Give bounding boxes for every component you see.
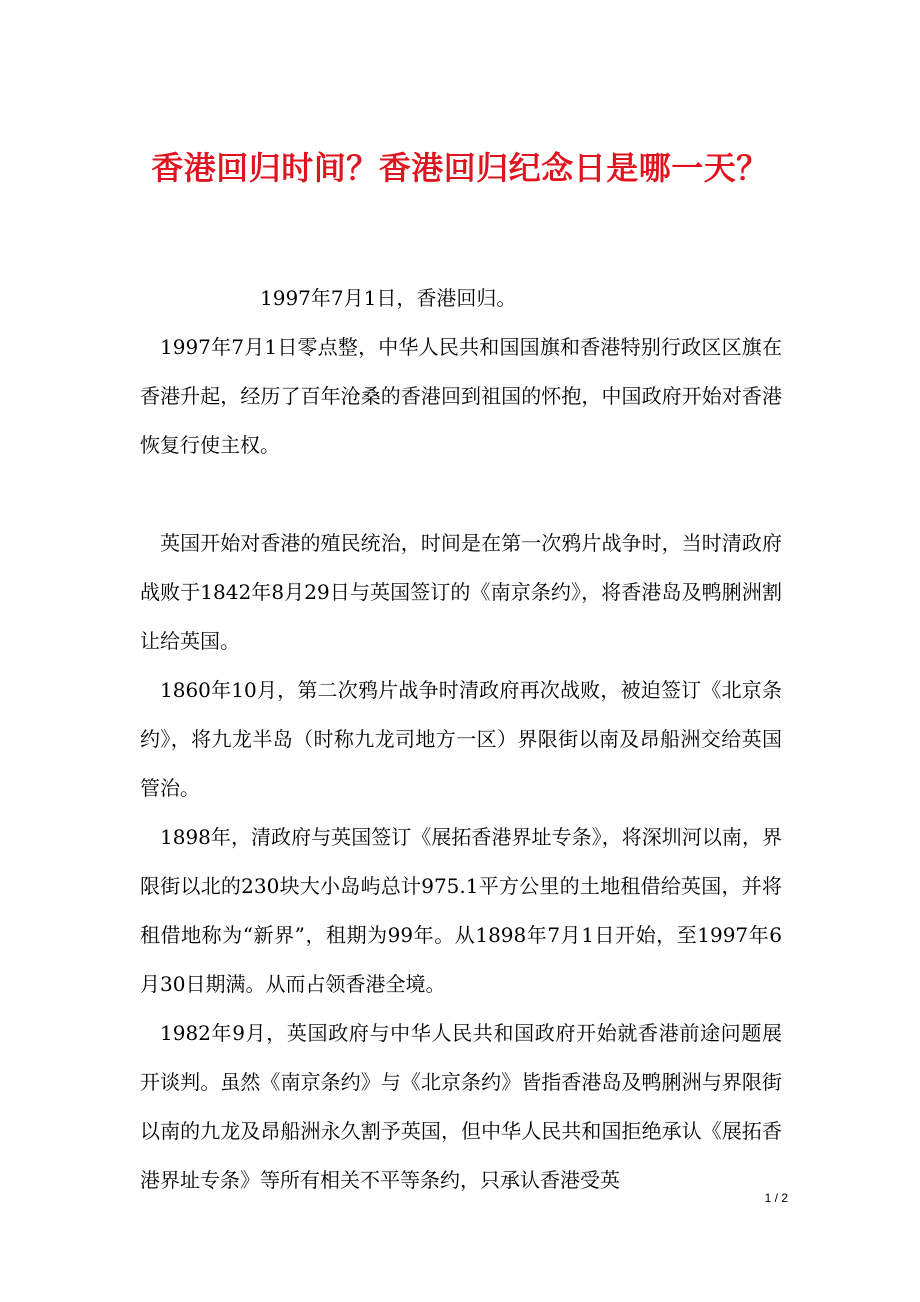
paragraph: 英国开始对香港的殖民统治，时间是在第一次鸦片战争时，当时清政府战败于1842年8月29日与英国签订的《南京条约》，将香港岛及鸭脷洲割让给英国。: [140, 531, 782, 653]
paragraph-lead: 1997年7月1日，香港回归。: [260, 286, 517, 310]
page-title: 香港回归时间？香港回归纪念日是哪一天？: [151, 149, 769, 187]
paragraph: 1997年7月1日零点整，中华人民共和国国旗和香港特别行政区区旗在香港升起，经历了百年沧桑的香港回到祖国的怀抱，中国政府开始对香港恢复行使主权。: [140, 335, 782, 457]
document-body: [140, 274, 782, 1205]
paragraph: 1860年10月，第二次鸦片战争时清政府再次战败，被迫签订《北京条约》，将九龙半岛（时称九龙司地方一区）界限街以南及昂船洲交给英国管治。: [140, 678, 782, 800]
paragraph: 1898年，清政府与英国签订《展拓香港界址专条》，将深圳河以南，界限街以北的230块大小岛屿总计975.1平方公里的土地租借给英国，并将租借地称为“新界”，租期为99年。从1898年7月1日开始，至1997年6月30日期满。从而占领香港全境。: [140, 825, 782, 996]
paragraph-gap: [140, 470, 782, 519]
page-number: 1 / 2: [764, 1191, 788, 1205]
paragraph: 1982年9月，英国政府与中华人民共和国政府开始就香港前途问题展开谈判。虽然《南京条约》与《北京条约》皆指香港岛及鸭脷洲与界限街以南的九龙及昂船洲永久割予英国，但中华人民共和国拒绝承认《展拓香港界址专条》等所有相关不平等条约，只承认香港受英: [140, 1021, 782, 1192]
